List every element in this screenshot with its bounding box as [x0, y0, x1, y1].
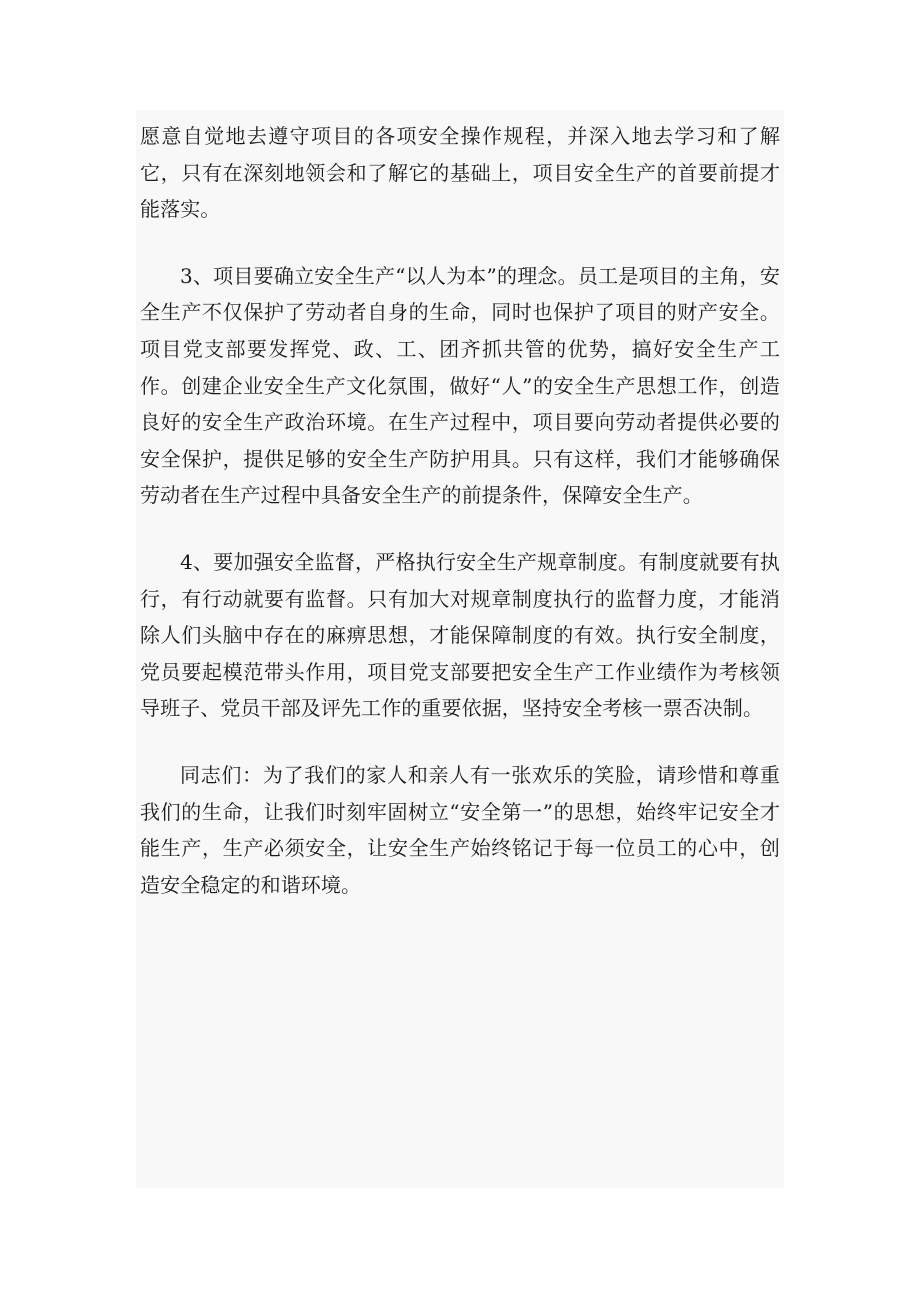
text-block — [136, 110, 784, 1188]
paragraph-closing: 同志们：为了我们的家人和亲人有一张欢乐的笑脸，请珍惜和尊重我们的生命，让我们时刻牢固树立“安全第一”的思想，始终牢记安全才能生产，生产必须安全，让安全生产始终铭记于每一位员工的心中，创造安全稳定的和谐环境。 — [140, 762, 780, 897]
paragraph-continuation: 愿意自觉地去遵守项目的各项安全操作规程，并深入地去学习和了解它，只有在深刻地领会和了解它的基础上，项目安全生产的首要前提才能落实。 — [140, 124, 780, 222]
paragraph-point-3: 3、项目要确立安全生产“以人为本”的理念。员工是项目的主角，安全生产不仅保护了劳动者自身的生命，同时也保护了项目的财产安全。项目党支部要发挥党、政、工、团齐抓共管的优势，搞好安全生产工作。创建企业安全生产文化氛围，做好“人”的安全生产思想工作，创造良好的安全生产政治环境。在生产过程中，项目要向劳动者提供必要的安全保护，提供足够的安全生产防护用具。只有这样，我们才能够确保劳动者在生产过程中具备安全生产的前提条件，保障安全生产。 — [140, 263, 780, 508]
paragraph-point-4: 4、要加强安全监督，严格执行安全生产规章制度。有制度就要有执行，有行动就要有监督。只有加大对规章制度执行的监督力度，才能消除人们头脑中存在的麻痹思想，才能保障制度的有效。执行安全制度，党员要起模范带头作用，项目党支部要把安全生产工作业绩作为考核领导班子、党员干部及评先工作的重要依据，坚持安全考核一票否决制。 — [140, 549, 780, 721]
